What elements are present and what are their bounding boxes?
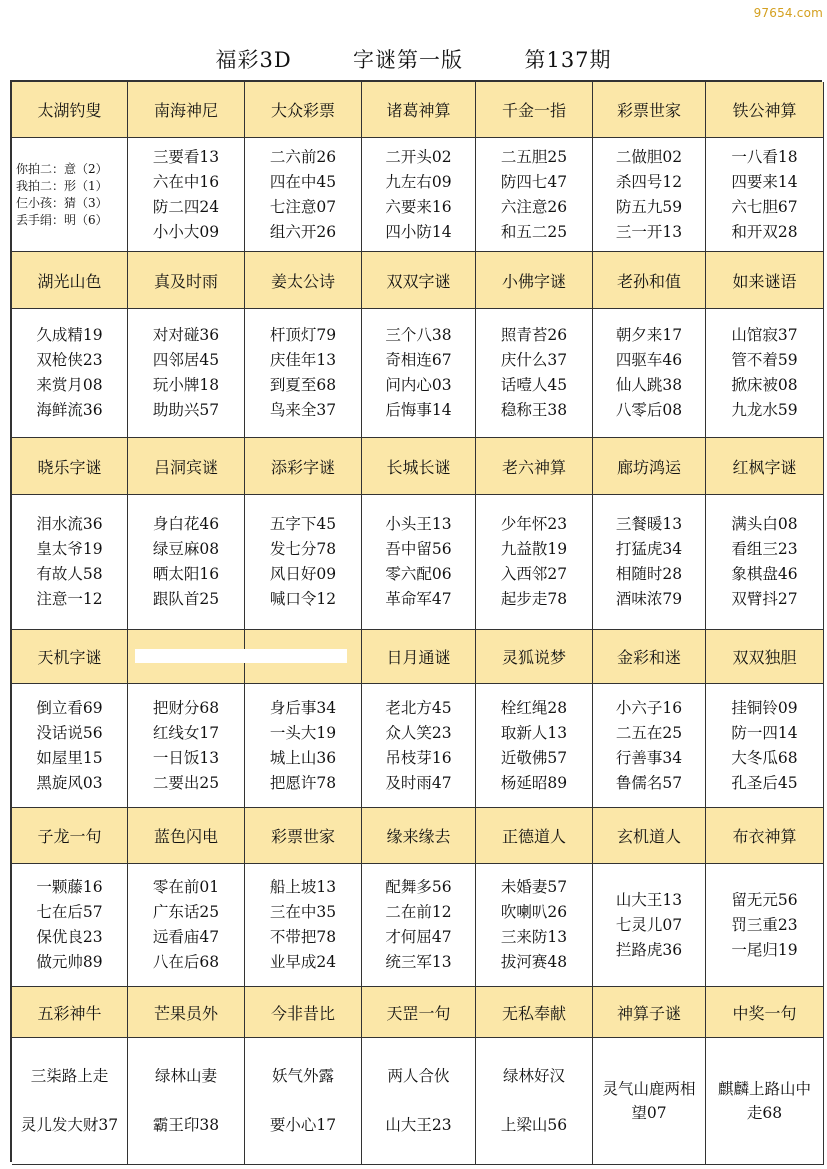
column-header: 蓝色闪电 [128,808,245,864]
table-cell [362,495,476,630]
cell-line: 后悔事14 [385,401,452,419]
cell-line: 四邻居45 [152,351,220,369]
cell-line: 泪水流36 [36,515,103,533]
column-header: 诸葛神算 [362,82,476,138]
table-cell [12,138,128,252]
cell-line: 山大王23 [385,1116,452,1134]
table-cell [362,864,476,987]
cell-line: 两人合伙 [387,1067,450,1085]
table-cell [706,495,824,630]
table-cell [128,138,245,252]
cell-line: 上梁山56 [500,1116,568,1134]
cell-line: 皇太爷19 [36,540,103,558]
cell-line: 挂铜铃09 [731,698,798,717]
cell-line: 看组三23 [731,540,798,558]
cell-line: 三餐暖13 [615,515,683,533]
cell-line: 稳称王38 [500,401,568,419]
column-header: 灵狐说梦 [476,630,593,684]
table-cell [476,1038,593,1165]
cell-line: 四在中45 [269,172,337,191]
cell-line: 入西邻27 [500,565,568,583]
cell-line: 吾中留56 [385,540,452,558]
table-cell [362,1038,476,1165]
column-header: 晓乐字谜 [12,438,128,495]
cell-line: 灵儿发大财37 [20,1116,119,1134]
cell-line: 杆顶灯79 [269,326,337,344]
watermark: 97654.com [753,6,823,20]
cell-line: 相随时28 [615,565,683,583]
cell-line: 起步走78 [500,590,568,608]
cell-line: 七注意07 [269,197,337,216]
cell-line: 身白花46 [152,515,220,533]
cell-line: 三来防13 [500,928,568,946]
table-cell [128,495,245,630]
cell-line: 二开头02 [385,147,452,166]
table-cell [706,309,824,438]
cell-line: 三一开13 [615,222,683,241]
table-cell [362,684,476,808]
column-header: 添彩字谜 [245,438,362,495]
cell-line: 众人笑23 [385,723,452,742]
cell-line: 我拍二：形（1） [16,178,108,193]
cell-line: 广东话25 [152,903,220,921]
cell-line: 取新人13 [500,723,568,742]
cell-line: 双枪侠23 [36,351,103,369]
cell-line: 罚三重23 [731,915,798,934]
cell-line: 组六开26 [269,222,337,241]
cell-line: 吊枝芽16 [385,748,452,767]
column-header: 子龙一句 [12,808,128,864]
cell-line: 二要出25 [152,773,220,792]
cell-line: 拔河赛48 [500,953,568,971]
cell-line: 一颗藤16 [36,878,103,896]
cell-line: 三在中35 [269,903,337,921]
cell-line: 三要看13 [152,147,220,166]
cell-line: 绿林山妻 [154,1067,217,1085]
column-header: 玄机道人 [593,808,706,864]
cell-line: 一头大19 [269,723,337,742]
column-header: 五彩神牛 [12,987,128,1038]
cell-line: 八零后08 [615,401,683,419]
cell-line: 杨延昭89 [500,773,568,792]
cell-line: 不带把78 [269,928,337,946]
table-cell [362,138,476,252]
cell-line: 满头白08 [731,515,798,533]
cell-line: 仙人跳38 [615,376,683,394]
cell-line: 久成精19 [36,326,103,344]
cell-line: 六在中16 [152,172,220,191]
cell-line: 把财分68 [152,698,220,717]
cell-line: 二六前26 [269,147,337,166]
cell-line: 要小心17 [269,1116,337,1134]
column-header: 千金一指 [476,82,593,138]
cell-line: 四小防14 [385,222,452,241]
table-cell [245,495,362,630]
column-header: 彩票世家 [245,808,362,864]
cell-line: 庆佳年13 [269,351,337,369]
cell-line: 照青苔26 [500,326,568,344]
cell-line: 七在后57 [36,903,103,921]
column-header: 布衣神算 [706,808,824,864]
column-header: 双双字谜 [362,252,476,309]
table-cell [245,138,362,252]
table-cell [128,309,245,438]
cell-line: 七灵儿07 [615,915,683,934]
cell-line: 山大王13 [615,890,683,909]
table-cell [128,1038,245,1165]
column-header: 彩票世家 [593,82,706,138]
cell-line: 九龙水59 [731,401,798,419]
cell-line: 小六子16 [615,698,683,717]
cell-line: 喊口令12 [269,590,337,608]
column-header: 双双独胆 [706,630,824,684]
cell-line: 仨小孩：猜（3） [16,195,108,210]
cell-line: 奇相连67 [385,351,452,369]
cell-line: 四要来14 [731,172,798,191]
table-cell [245,864,362,987]
column-header: 中奖一句 [706,987,824,1038]
column-header: 无私奉献 [476,987,593,1038]
column-header: 铁公神算 [706,82,824,138]
table-cell [593,309,706,438]
cell-line: 二在前12 [385,903,452,921]
cell-line: 你拍二：意（2） [16,161,108,176]
table-cell [593,684,706,808]
table-cell [476,138,593,252]
column-header: 日月通谜 [362,630,476,684]
cell-line: 防二四24 [152,197,220,216]
cell-line: 少年怀23 [500,515,568,533]
column-header: 廊坊鸿运 [593,438,706,495]
redaction-bar [135,649,347,663]
cell-line: 六要来16 [385,197,452,216]
column-header: 如来谜语 [706,252,824,309]
cell-line: 统三军13 [385,953,452,971]
column-header: 天机字谜 [12,630,128,684]
table-cell [12,495,128,630]
cell-line: 近敬佛57 [500,748,568,767]
column-header: 长城长谜 [362,438,476,495]
column-header: 大众彩票 [245,82,362,138]
cell-line: 杀四号12 [615,172,683,191]
cell-line: 助助兴57 [152,401,220,419]
cell-line: 如屋里15 [36,748,103,767]
table-cell [362,309,476,438]
cell-line: 拦路虎36 [615,940,683,959]
column-header: 芒果员外 [128,987,245,1038]
cell-line: 零在前01 [152,878,220,896]
cell-line: 朝夕来17 [615,326,683,344]
cell-line: 身后事34 [269,698,337,717]
cell-line: 二做胆02 [615,147,683,166]
column-header: 正德道人 [476,808,593,864]
cell-line: 防一四14 [731,723,798,742]
cell-line: 发七分78 [269,540,337,558]
cell-line: 防四七47 [500,172,568,191]
cell-line: 小小大09 [152,222,220,241]
cell-line: 二五胆25 [500,147,568,166]
cell-line: 象棋盘46 [731,565,798,583]
cell-line: 配舞多56 [385,878,452,896]
cell-line: 六注意26 [500,197,568,216]
cell-line: 玩小牌18 [152,376,220,394]
column-header: 金彩和迷 [593,630,706,684]
cell-line: 问内心03 [385,376,452,394]
cell-line: 打猛虎34 [615,540,683,558]
cell-line: 三个八38 [385,326,452,344]
cell-line: 麒麟上路山中走68 [717,1080,811,1122]
cell-line: 来赏月08 [36,376,103,394]
cell-line: 酒味浓79 [615,590,683,608]
column-header: 缘来缘去 [362,808,476,864]
cell-line: 黑旋风03 [36,773,103,792]
cell-line: 船上坡13 [269,878,337,896]
table-cell [128,684,245,808]
table-cell [593,864,706,987]
cell-line: 丢手绢：明（6） [16,212,108,227]
cell-line: 和五二25 [500,222,568,241]
cell-line: 倒立看69 [36,698,103,717]
table-cell [12,309,128,438]
cell-line: 一尾归19 [731,940,798,959]
cell-line: 把愿许78 [269,773,337,792]
puzzle-table [10,80,822,1162]
cell-line: 革命军47 [385,590,452,608]
cell-line: 防五九59 [615,197,683,216]
cell-line: 未婚妻57 [500,878,568,896]
cell-line: 风日好09 [269,565,337,583]
cell-line: 红线女17 [152,723,220,742]
cell-line: 和开双28 [731,222,798,241]
table-cell [245,1038,362,1165]
column-header: 天罡一句 [362,987,476,1038]
cell-line: 栓红绳28 [500,698,568,717]
cell-line: 鲁儒名57 [615,773,683,792]
cell-line: 及时雨47 [385,773,452,792]
cell-line: 小头王13 [385,515,452,533]
cell-line: 灵气山鹿两相望07 [602,1080,696,1122]
cell-line: 远看庙47 [152,928,220,946]
cell-line: 吹喇叭26 [500,903,568,921]
column-header: 老六神算 [476,438,593,495]
cell-line: 管不着59 [731,351,798,369]
cell-line: 一日饭13 [152,748,220,767]
cell-line: 掀床被08 [731,376,798,394]
table-cell [593,495,706,630]
cell-line: 行善事34 [615,748,683,767]
cell-line: 山馆寂37 [731,326,798,344]
cell-line: 大冬瓜68 [731,748,798,767]
page-title: 福彩3D 字谜第一版 第137期 [215,48,612,72]
cell-line: 注意一12 [36,590,103,608]
cell-line: 零六配06 [385,565,452,583]
cell-line: 一八看18 [731,147,798,166]
cell-line: 对对碰36 [152,326,220,344]
table-cell [706,138,824,252]
cell-line: 有故人58 [36,565,103,583]
cell-line: 双臂抖27 [731,590,798,608]
cell-line: 鸟来全37 [269,401,337,419]
column-header: 真及时雨 [128,252,245,309]
column-header: 吕洞宾谜 [128,438,245,495]
column-header: 南海神尼 [128,82,245,138]
column-header: 湖光山色 [12,252,128,309]
cell-line: 八在后68 [152,953,220,971]
cell-line: 业早成24 [269,953,337,971]
column-header: 红枫字谜 [706,438,824,495]
cell-line: 霸王印38 [152,1116,220,1134]
cell-line: 孔圣后45 [731,773,798,792]
table-cell [245,309,362,438]
table-cell [12,684,128,808]
table-cell [593,138,706,252]
cell-line: 绿林好汉 [502,1067,565,1085]
cell-line: 话噎人45 [500,376,568,394]
cell-line: 晒太阳16 [152,565,220,583]
cell-line: 老北方45 [385,698,452,717]
column-header: 神算子谜 [593,987,706,1038]
table-cell [476,495,593,630]
cell-line: 没话说56 [36,723,103,742]
table-cell [476,684,593,808]
cell-line: 城上山36 [269,748,337,767]
cell-line: 六七胆67 [731,197,798,216]
table-cell [476,309,593,438]
table-cell [706,684,824,808]
table-cell [128,864,245,987]
table-cell [706,864,824,987]
cell-line: 做元帅89 [36,953,103,971]
cell-line: 四驱车46 [615,351,683,369]
table-cell [12,1038,128,1165]
column-header: 小佛字谜 [476,252,593,309]
cell-line: 跟队首25 [152,590,220,608]
table-cell [245,684,362,808]
cell-line: 留无元56 [731,890,798,909]
column-header: 老孙和值 [593,252,706,309]
cell-line: 妖气外露 [271,1067,334,1085]
table-cell [706,1038,824,1165]
table-cell [593,1038,706,1165]
cell-line: 到夏至68 [269,376,337,394]
cell-line: 保优良23 [36,928,103,946]
cell-line: 九益散19 [500,540,568,558]
cell-line: 庆什么37 [500,351,568,369]
cell-line: 绿豆麻08 [152,540,220,558]
table-cell [12,864,128,987]
cell-line: 五字下45 [269,515,337,533]
cell-line: 三柒路上走 [30,1067,109,1085]
cell-line: 九左右09 [385,172,452,191]
table-cell [476,864,593,987]
column-header: 今非昔比 [245,987,362,1038]
cell-line: 二五在25 [615,723,683,742]
column-header: 太湖钓叟 [12,82,128,138]
column-header: 姜太公诗 [245,252,362,309]
cell-line: 才何屈47 [385,928,452,946]
cell-line: 海鲜流36 [36,401,103,419]
